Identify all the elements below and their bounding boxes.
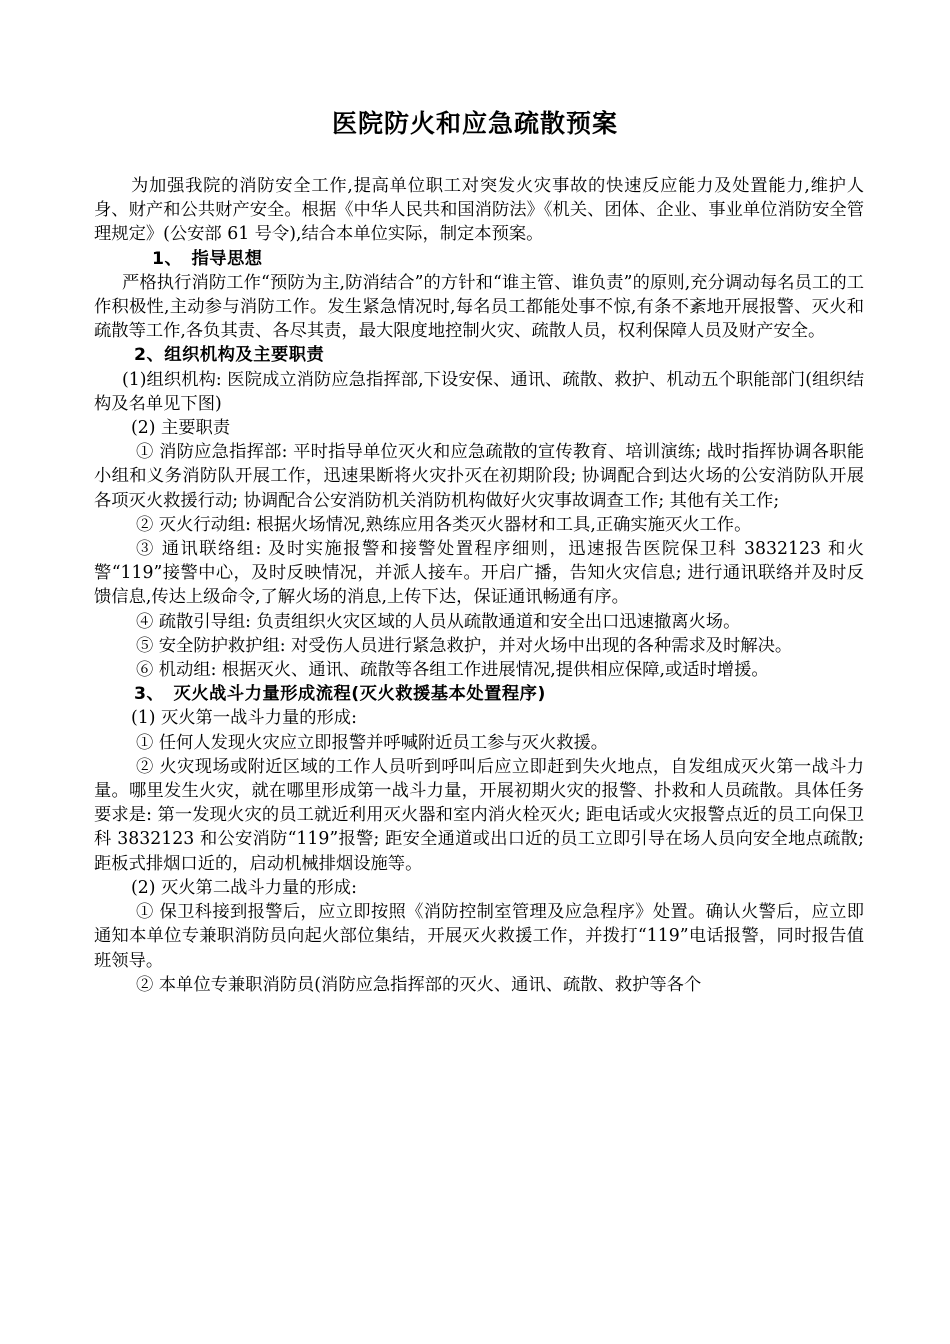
second-force-item: ① 保卫科接到报警后，应立即按照《消防控制室管理及应急程序》处置。确认火警后，应立即通知本单位专兼职消防员向起火部位集结，开展灭火救援工作，并拨打“119”电话报警，同时报告值班领导。 xyxy=(94,902,864,971)
document-body xyxy=(94,174,864,997)
first-force-item: ② 火灾现场或附近区域的工作人员听到呼叫后应立即赶到失火地点，自发组成灭火第一战斗力量。哪里发生火灾，就在哪里形成第一战斗力量，开展初期火灾的报警、扑救和人员疏散。具体任务要求是: 第一发现火灾的员工就近利用灭火器和室内消火栓灭火; 距电话或火灾报警点近的员工向保卫科 3832123 和公安消防“119”报警; 距安全通道或出口近的员工立即引导在场人员向安全地点疏散; 距板式排烟口近的，启动机械排烟设施等。 xyxy=(94,756,864,874)
section-heading-organization: 2、组织机构及主要职责 xyxy=(134,345,325,366)
second-force-item: ② 本单位专兼职消防员(消防应急指挥部的灭火、通讯、疏散、救护等各个 xyxy=(136,974,702,995)
second-force-label: (2) 灭火第二战斗力量的形成: xyxy=(131,877,357,898)
organization-paragraph: (1)组织机构: 医院成立消防应急指挥部,下设安保、通讯、疏散、救护、机动五个职能部门(组织结构及名单见下图) xyxy=(94,369,864,414)
intro-paragraph: 为加强我院的消防安全工作,提高单位职工对突发火灾事故的快速反应能力及处置能力,维护人身、财产和公共财产安全。根据《中华人民共和国消防法》《机关、团体、企业、事业单位消防安全管理规定》(公安部 61 号令),结合本单位实际，制定本预案。 xyxy=(94,176,864,245)
duty-evacuation-group: ④ 疏散引导组: 负责组织火灾区域的人员从疏散通道和安全出口迅速撤离火场。 xyxy=(136,611,741,632)
first-force-item: ① 任何人发现火灾应立即报警并呼喊附近员工参与灭火救援。 xyxy=(136,732,609,753)
duty-communication-group: ③ 通讯联络组: 及时实施报警和接警处置程序细则，迅速报告医院保卫科 3832123 和火警“119”接警中心，及时反映情况，并派人接车。开启广播，告知火灾信息; 进行通讯联络并及时反馈信息,传达上级命令,了解火场的消息,上传下达，保证通讯畅通有序。 xyxy=(94,539,864,608)
first-force-label: (1) 灭火第一战斗力量的形成: xyxy=(131,708,357,729)
duty-command-center: ① 消防应急指挥部: 平时指导单位灭火和应急疏散的宣传教育、培训演练; 战时指挥协调各职能小组和义务消防队开展工作，迅速果断将火灾扑灭在初期阶段; 协调配合到达火场的公安消防队开展各项灭火救援行动; 协调配合公安消防机关消防机构做好火灾事故调查工作; 其他有关工作; xyxy=(94,442,864,511)
duties-label: (2) 主要职责 xyxy=(131,418,231,439)
section-heading-guiding-thought: 1、 指导思想 xyxy=(152,248,263,269)
duty-rescue-group: ⑤ 安全防护救护组: 对受伤人员进行紧急救护，并对火场中出现的各种需求及时解决。 xyxy=(136,635,793,656)
document-title: 医院防火和应急疏散预案 xyxy=(331,109,618,138)
guiding-thought-paragraph: 严格执行消防工作“预防为主,防消结合”的方针和“谁主管、谁负责”的原则,充分调动每名员工的工作积极性,主动参与消防工作。发生紧急情况时,每名员工都能处事不惊,有条不紊地开展报警、灭火和疏散等工作,各负其责、各尽其责，最大限度地控制火灾、疏散人员，权利保障人员及财产安全。 xyxy=(94,272,864,342)
section-heading-process: 3、 灭火战斗力量形成流程(灭火救援基本处置程序) xyxy=(134,684,546,705)
duty-mobile-group: ⑥ 机动组: 根据灭火、通讯、疏散等各组工作进展情况,提供相应保障,或适时增援。 xyxy=(136,660,769,681)
duty-firefighting-group: ② 灭火行动组: 根据火场情况,熟练应用各类灭火器材和工具,正确实施灭火工作。 xyxy=(136,514,752,535)
